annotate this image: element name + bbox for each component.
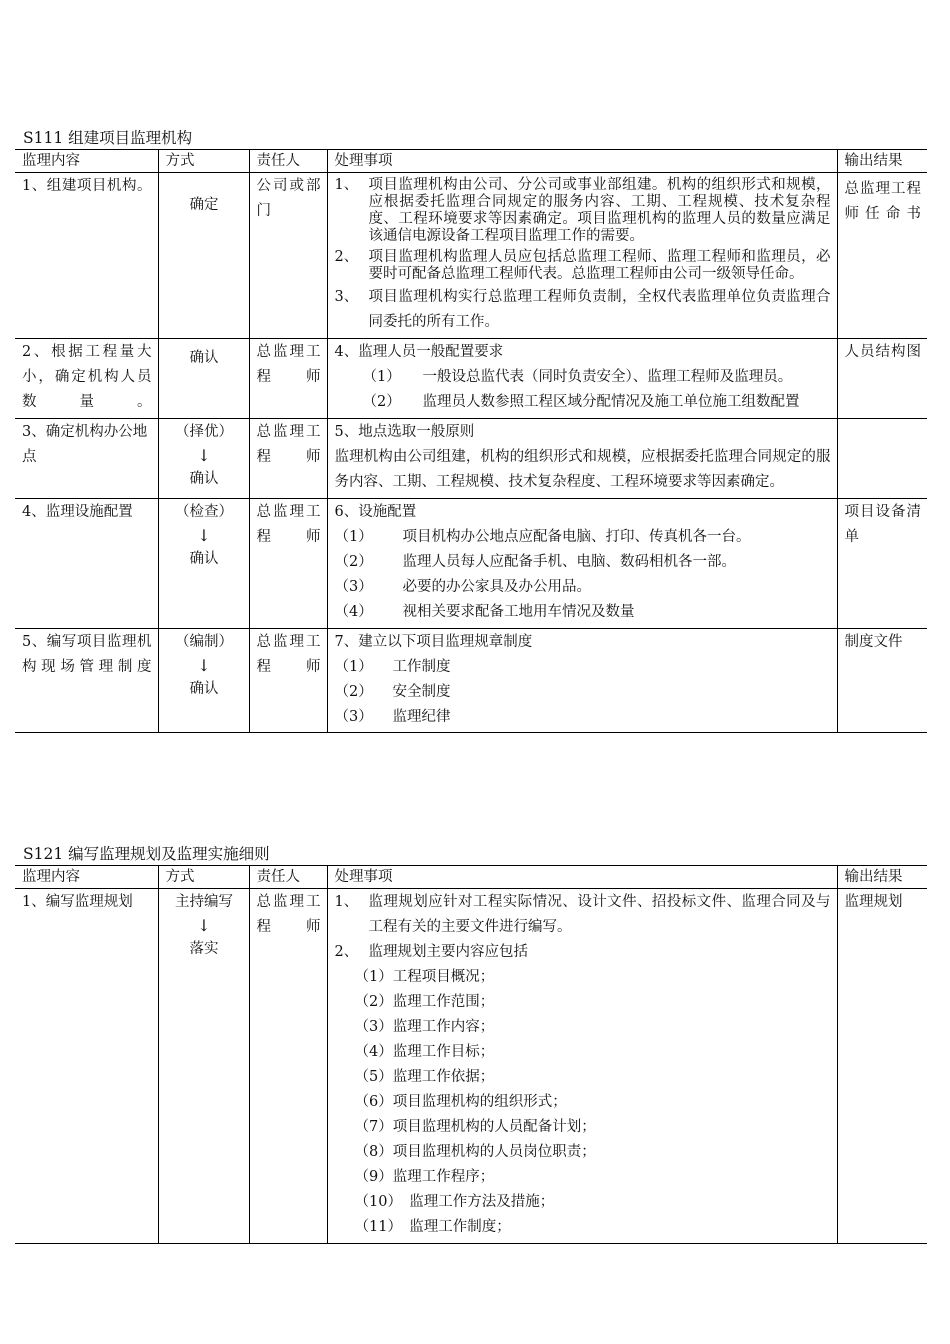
cell-method: （检查） ↓ 确认 (158, 499, 249, 629)
list-item: （5）监理工作依据； (354, 1069, 495, 1085)
list-item: （4）监理工作目标； (354, 1044, 495, 1060)
list-item: （3）监理工作内容； (354, 1019, 495, 1035)
cell-content: 4、监理设施配置 (22, 504, 133, 520)
items-heading: 7、建立以下项目监理规章制度 (334, 634, 533, 650)
cell-output: 人员结构图 (837, 339, 927, 419)
cell-content: 2、根据工程量大小，确定机构人员数量。 (22, 344, 152, 410)
list-item: 2、 监理规划主要内容应包括 (334, 944, 528, 960)
cell-output: 制度文件 (837, 629, 927, 733)
header-owner: 责任人 (249, 866, 327, 889)
cell-items (327, 629, 837, 733)
cell-items (327, 173, 837, 339)
cell-owner: 公司或部门 (249, 173, 327, 339)
items-heading: 5、地点选取一般原则 (334, 424, 475, 440)
cell-items (327, 889, 837, 1244)
list-item: 3、 项目监理机构实行总监理工程师负责制，全权代表监理单位负责监理合同委托的所有工作。 (334, 289, 831, 330)
down-arrow-icon: ↓ (197, 446, 211, 465)
cell-output (837, 419, 927, 499)
table-s121 (15, 865, 927, 1244)
header-output: 输出结果 (837, 866, 927, 889)
cell-content: 1、编写监理规划 (22, 894, 133, 910)
list-item: 2、 项目监理机构监理人员应包括总监理工程师、监理工程师和监理员，必要时可配备总监理工程师代表。总监理工程师由公司一级领导任命。 (334, 249, 831, 282)
list-item: （2） 安全制度 (334, 684, 451, 700)
list-item: （2）监理工作范围； (354, 994, 495, 1010)
list-item: 1、 项目监理机构由公司、分公司或事业部组建。机构的组织形式和规模，应根据委托监理合同规定的服务内容、工期、工程规模、技术复杂程度、工程环境要求等因素确定。项目监理机构的监理人员的数量应满足该通信电源设备工程项目监理工作的需要。 (334, 177, 831, 244)
cell-content: 1、组建项目机构。 (22, 178, 152, 194)
cell-method: （择优） ↓ 确认 (158, 419, 249, 499)
cell-output: 监理规划 (837, 889, 927, 1244)
list-item: （2） 监理人员每人应配备手机、电脑、数码相机各一部。 (334, 554, 736, 570)
cell-method: 确定 (158, 173, 249, 339)
items-body: 监理机构由公司组建，机构的组织形式和规模，应根据委托监理合同规定的服务内容、工期、工程规模、技术复杂程度、工程环境要求等因素确定。 (334, 449, 831, 490)
cell-items (327, 499, 837, 629)
items-heading: 4、监理人员一般配置要求 (334, 344, 504, 360)
list-item: （1） 项目机构办公地点应配备电脑、打印、传真机各一台。 (334, 529, 751, 545)
list-item: 1、 监理规划应针对工程实际情况、设计文件、招投标文件、监理合同及与工程有关的主要文件进行编写。 (334, 894, 831, 935)
cell-content: 3、确定机构办公地点 (22, 424, 148, 465)
cell-content: 5、编写项目监理机构现场管理制度 (22, 634, 152, 675)
table-row (15, 419, 927, 499)
list-item: （2） 监理员人数参照工程区域分配情况及施工单位施工组数配置 (362, 394, 800, 410)
table-header-row (15, 150, 927, 173)
cell-method: 主持编写 ↓ 落实 (158, 889, 249, 1244)
header-method: 方式 (158, 150, 249, 173)
cell-owner: 总监理工程师 (249, 419, 327, 499)
header-method: 方式 (158, 866, 249, 889)
cell-method: 确认 (158, 339, 249, 419)
table-row (15, 499, 927, 629)
list-item: （11） 监理工作制度； (354, 1219, 511, 1235)
list-item: （1） 一般设总监代表（同时负责安全）、监理工程师及监理员。 (362, 369, 793, 385)
table-row (15, 339, 927, 419)
items-heading: 6、设施配置 (334, 504, 417, 520)
list-item: （4） 视相关要求配备工地用车情况及数量 (334, 604, 635, 620)
table-s111 (15, 149, 927, 733)
list-item: （1）工程项目概况； (354, 969, 495, 985)
header-items: 处理事项 (327, 866, 837, 889)
cell-owner: 总监理工程师 (249, 889, 327, 1244)
table-header-row (15, 866, 927, 889)
down-arrow-icon: ↓ (197, 526, 211, 545)
header-output: 输出结果 (837, 150, 927, 173)
cell-method: （编制） ↓ 确认 (158, 629, 249, 733)
cell-owner: 总监理工程师 (249, 629, 327, 733)
list-item: （8）项目监理机构的人员岗位职责； (354, 1144, 596, 1160)
table-row (15, 889, 927, 1244)
cell-output: 总监理工程师任命书 (837, 173, 927, 339)
cell-owner: 总监理工程师 (249, 339, 327, 419)
list-item: （10） 监理工作方法及措施； (354, 1194, 555, 1210)
section-title-s111: S111 组建项目监理机构 (23, 129, 193, 147)
table-row (15, 173, 927, 339)
list-item: （1） 工作制度 (334, 659, 451, 675)
down-arrow-icon: ↓ (197, 656, 211, 675)
header-content: 监理内容 (22, 153, 80, 169)
table-row (15, 629, 927, 733)
cell-owner: 总监理工程师 (249, 499, 327, 629)
list-item: （3） 必要的办公家具及办公用品。 (334, 579, 591, 595)
cell-items (327, 339, 837, 419)
sub-list (335, 965, 831, 1240)
cell-items (327, 419, 837, 499)
header-owner: 责任人 (249, 150, 327, 173)
section-title-s121: S121 编写监理规划及监理实施细则 (23, 845, 270, 863)
cell-output: 项目设备清单 (837, 499, 927, 629)
down-arrow-icon: ↓ (197, 916, 211, 935)
list-item: （7）项目监理机构的人员配备计划； (354, 1119, 596, 1135)
list-item: （9）监理工作程序； (354, 1169, 495, 1185)
list-item: （6）项目监理机构的组织形式； (354, 1094, 567, 1110)
header-content: 监理内容 (22, 869, 80, 885)
list-item: （3） 监理纪律 (334, 709, 451, 725)
header-items: 处理事项 (327, 150, 837, 173)
